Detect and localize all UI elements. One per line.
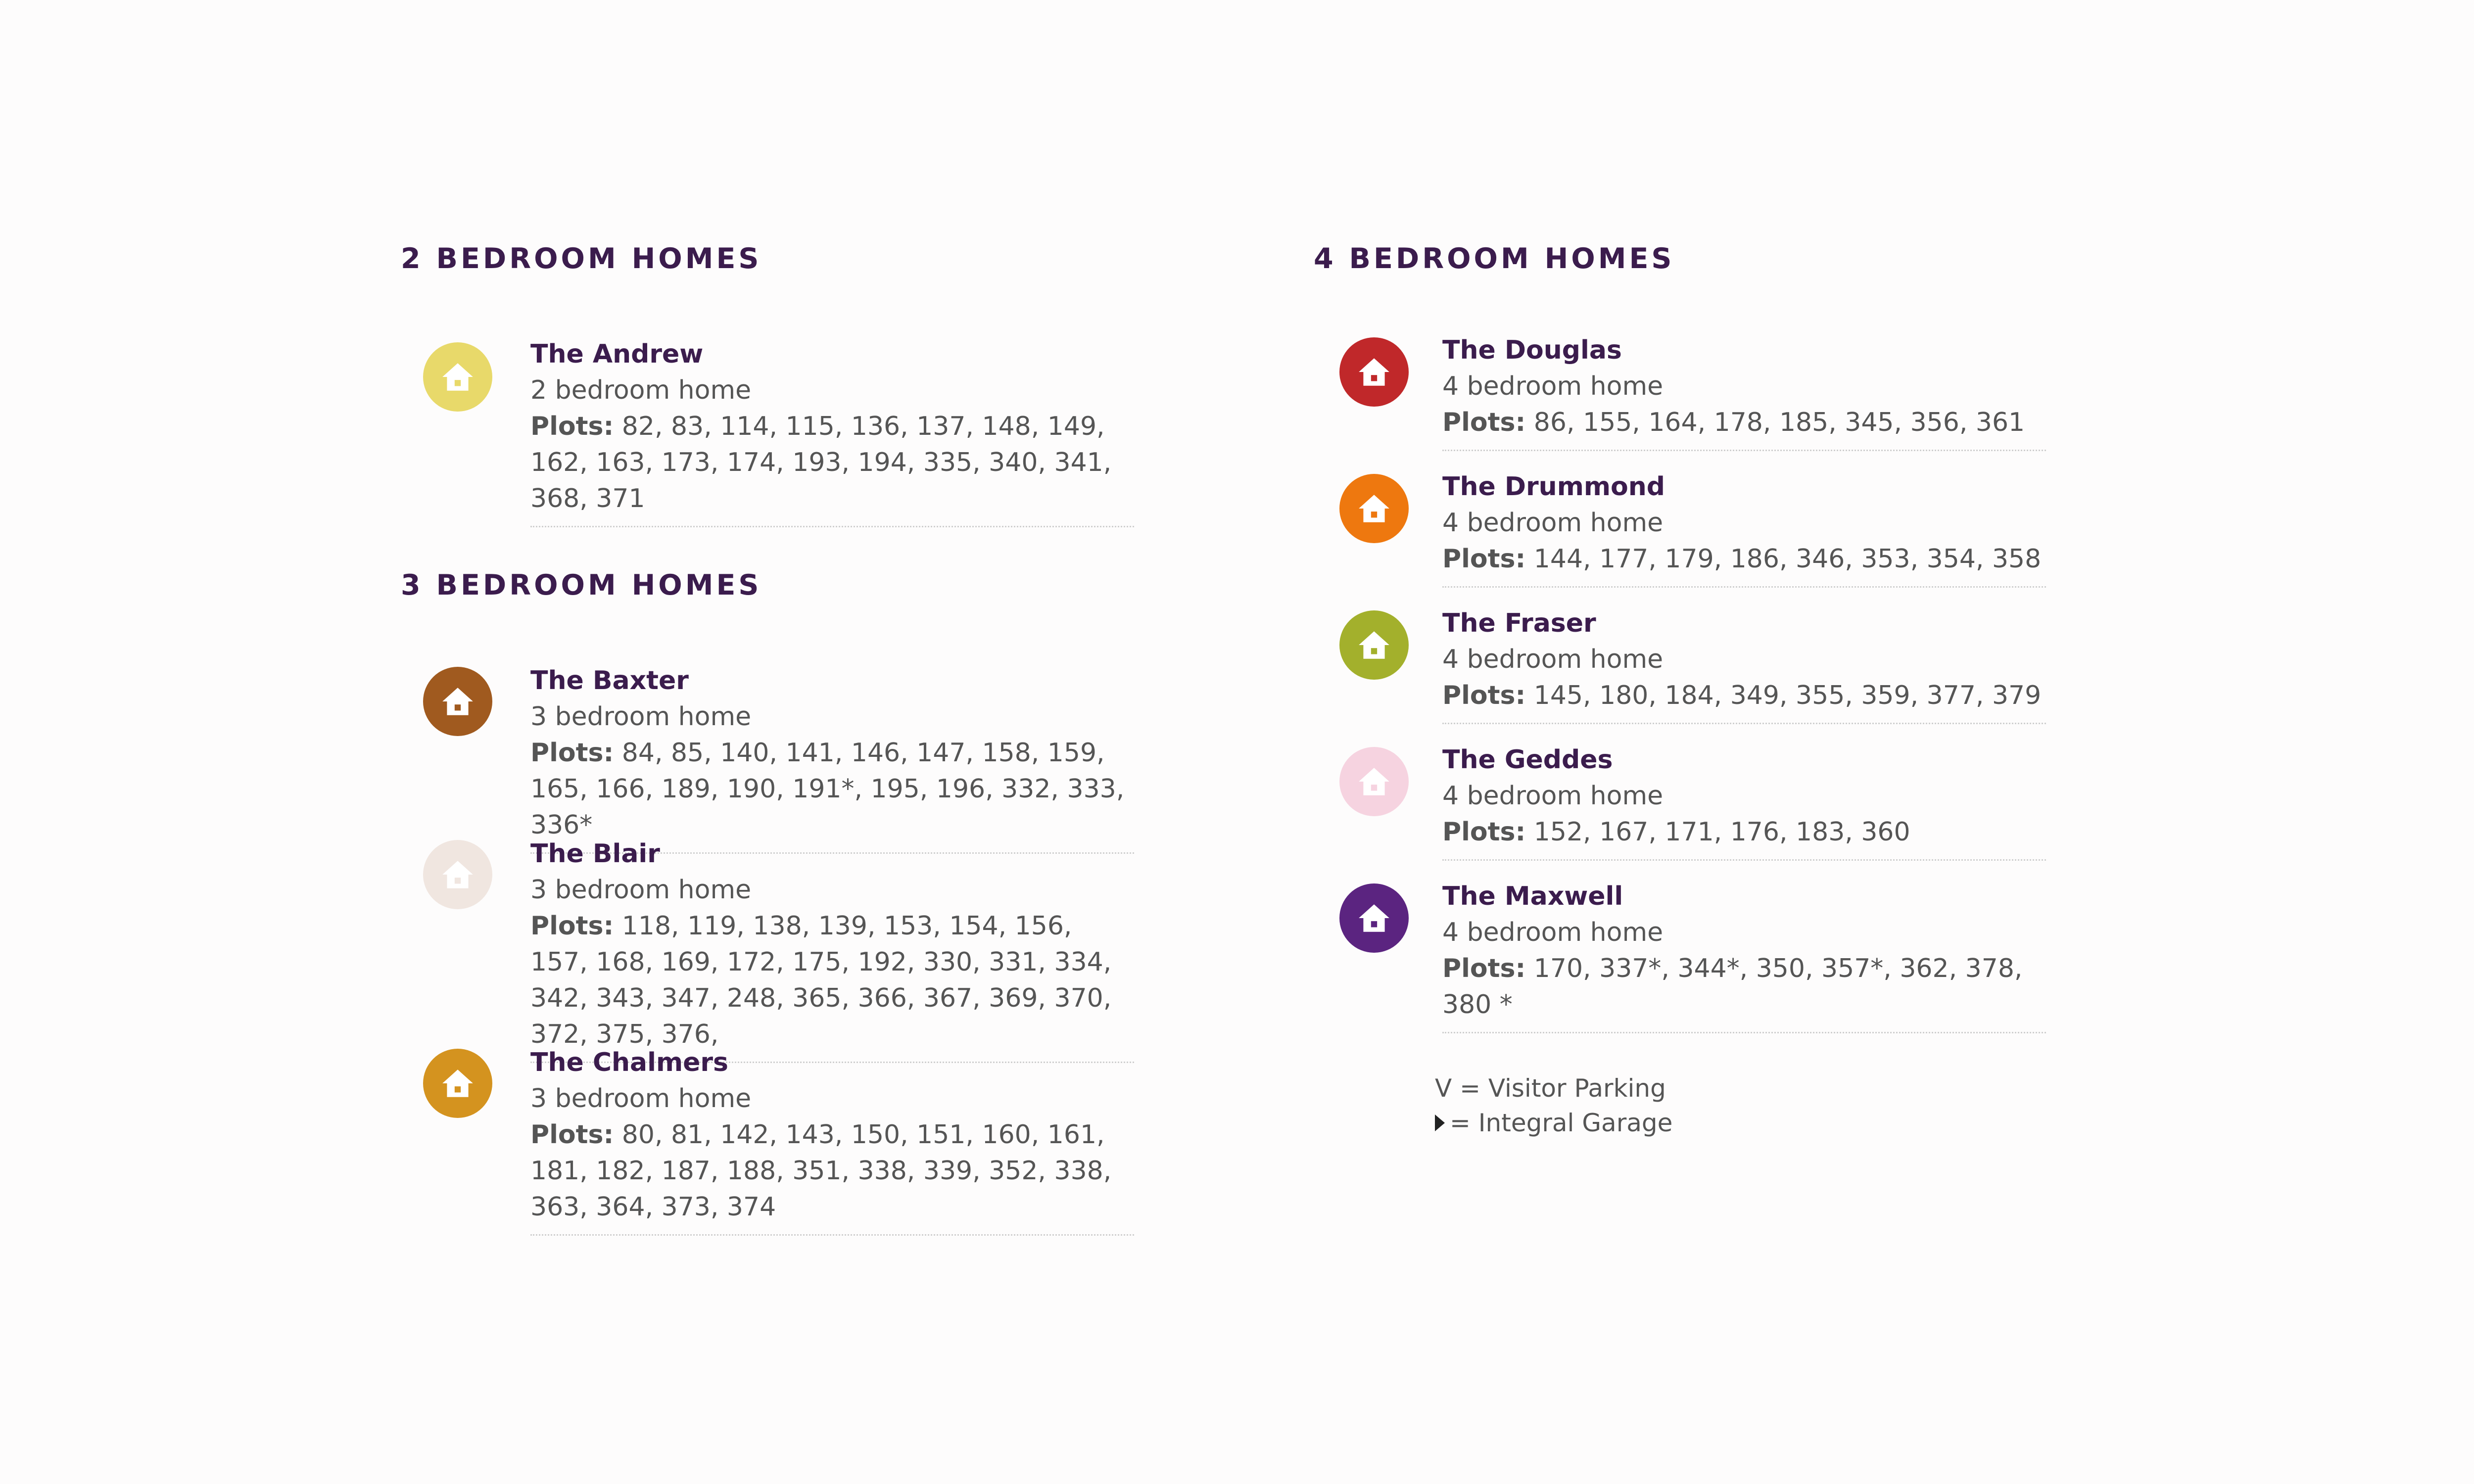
plots-label: Plots: (1442, 408, 1526, 437)
plots-list: 145, 180, 184, 349, 355, 359, 377, 379 (1525, 681, 2042, 710)
plots-label: Plots: (1442, 681, 1526, 710)
home-details (1442, 742, 2046, 861)
home-name: The Blair (530, 839, 660, 869)
home-name: The Maxwell (1442, 881, 1623, 911)
plots-label: Plots: (530, 412, 614, 441)
plots-label: Plots: (1442, 817, 1526, 847)
plots-label: Plots: (530, 1120, 614, 1150)
home-description: 3 bedroom home (530, 875, 752, 905)
plots-list: 86, 155, 164, 178, 185, 345, 356, 361 (1525, 408, 2025, 437)
home-description: 4 bedroom home (1442, 645, 1664, 674)
house-icon (1339, 747, 1409, 816)
home-name: The Baxter (530, 666, 689, 696)
plots-list: 118, 119, 138, 139, 153, 154, 156, 157, 168, 169, 172, 175, 192, 330, 331, 334, 342, 343, 347, 248, 365, 366, 367, 369, 370, 372, 375, 376, (530, 911, 1112, 1049)
house-icon (423, 1049, 492, 1118)
home-description: 3 bedroom home (530, 702, 752, 732)
home-details (530, 836, 1134, 1063)
home-plots (530, 1117, 1134, 1225)
house-icon (423, 342, 492, 412)
home-name: The Geddes (1442, 745, 1613, 775)
home-name: The Andrew (530, 339, 704, 369)
plots-list: 80, 81, 142, 143, 150, 151, 160, 161, 181, 182, 187, 188, 351, 338, 339, 352, 338, 363, 364, 373, 374 (530, 1120, 1112, 1222)
house-icon (423, 840, 492, 909)
house-icon (423, 667, 492, 736)
home-plots (1442, 405, 2046, 441)
home-name: The Drummond (1442, 472, 1665, 502)
section-heading-2-bedroom: 2 BEDROOM HOMES (401, 242, 762, 275)
plots-label: Plots: (530, 911, 614, 941)
home-name: The Chalmers (530, 1048, 729, 1077)
home-details (1442, 605, 2046, 724)
plots-list: 170, 337*, 344*, 350, 357*, 362, 378, 380 * (1442, 954, 2023, 1020)
home-plots (530, 735, 1134, 843)
home-details (1442, 469, 2046, 588)
house-icon (1339, 610, 1409, 680)
section-heading-3-bedroom: 3 BEDROOM HOMES (401, 569, 762, 602)
house-icon (1339, 474, 1409, 543)
home-description: 4 bedroom home (1442, 371, 1664, 401)
legend (1435, 1071, 1672, 1140)
plots-list: 152, 167, 171, 176, 183, 360 (1525, 817, 1910, 847)
plots-label: Plots: (1442, 954, 1526, 983)
home-plots (530, 409, 1134, 517)
home-name: The Douglas (1442, 335, 1622, 365)
home-description: 4 bedroom home (1442, 781, 1664, 811)
home-details (530, 1045, 1134, 1236)
triangle-right-icon (1435, 1114, 1445, 1131)
home-description: 4 bedroom home (1442, 508, 1664, 538)
home-plots (1442, 678, 2046, 714)
legend-visitor-parking-text: V = Visitor Parking (1435, 1074, 1666, 1103)
home-description: 3 bedroom home (530, 1084, 752, 1113)
house-icon (1339, 883, 1409, 953)
legend-integral-garage (1435, 1106, 1672, 1140)
home-details (1442, 879, 2046, 1033)
plots-list: 82, 83, 114, 115, 136, 137, 148, 149, 162, 163, 173, 174, 193, 194, 335, 340, 341, 368, 371 (530, 412, 1112, 513)
home-description: 2 bedroom home (530, 375, 752, 405)
home-name: The Fraser (1442, 608, 1596, 638)
legend-integral-garage-text: = Integral Garage (1450, 1109, 1673, 1137)
home-details (1442, 332, 2046, 451)
home-details (530, 663, 1134, 854)
plots-label: Plots: (530, 738, 614, 768)
section-heading-4-bedroom: 4 BEDROOM HOMES (1314, 242, 1675, 275)
home-plots (1442, 541, 2046, 577)
plots-list: 144, 177, 179, 186, 346, 353, 354, 358 (1525, 544, 2042, 574)
home-description: 4 bedroom home (1442, 918, 1664, 947)
plots-list: 84, 85, 140, 141, 146, 147, 158, 159, 165, 166, 189, 190, 191*, 195, 196, 332, 333, 336* (530, 738, 1125, 840)
home-plots (1442, 951, 2046, 1023)
home-plots (530, 908, 1134, 1053)
home-plots (1442, 814, 2046, 850)
home-details (530, 336, 1134, 527)
legend-visitor-parking (1435, 1071, 1672, 1106)
plots-label: Plots: (1442, 544, 1526, 574)
house-icon (1339, 337, 1409, 407)
